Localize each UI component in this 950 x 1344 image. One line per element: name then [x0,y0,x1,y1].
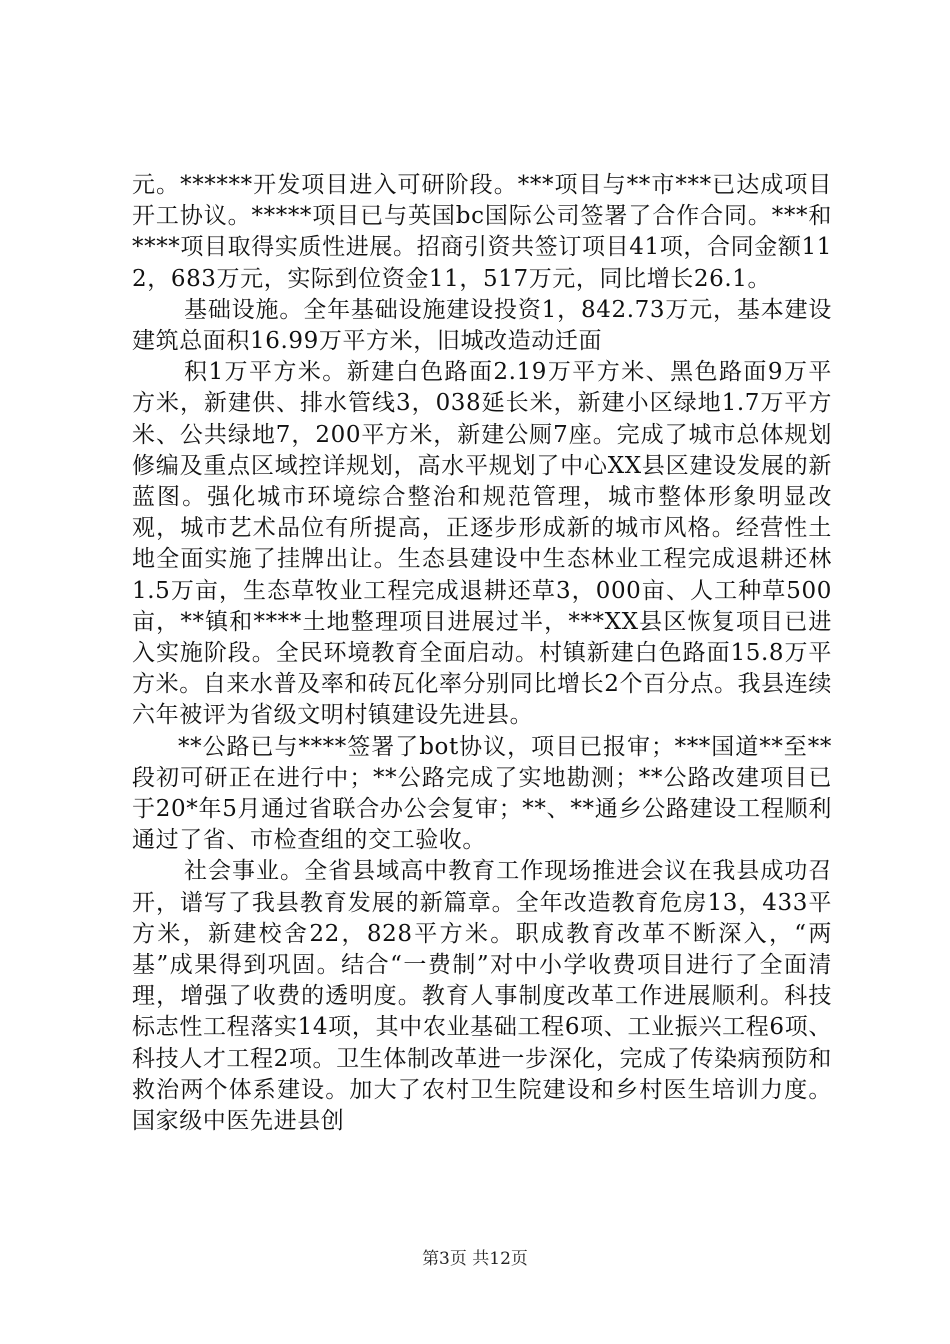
paragraph-urban-construction: 积1万平方米。新建白色路面2.19万平方米、黑色路面9万平方米，新建供、排水管线3，038延长米，新建小区绿地1.7万平方米、公共绿地7，200平方米，新建公厕7座。完成了城市总体规划修编及重点区域控详规划，高水平规划了中心XX县区建设发展的新蓝图。强化城市环境综合整治和规范管理，城市整体形象明显改观，城市艺术品位有所提高，正逐步形成新的城市风格。经营性土地全面实施了挂牌出让。生态县建设中生态林业工程完成退耕还林1.5万亩，生态草牧业工程完成退耕还草3，000亩、人工种草500亩，**镇和****土地整理项目进展过半，***XX县区恢复项目已进入实施阶段。全民环境教育全面启动。村镇新建白色路面15.8万平方米。自来水普及率和砖瓦化率分别同比增长2个百分点。我县连续六年被评为省级文明村镇建设先进县。 [132,359,832,729]
paragraph-social-affairs: 社会事业。全省县域高中教育工作现场推进会议在我县成功召开，谱写了我县教育发展的新篇章。全年改造教育危房13，433平方米，新建校舍22，828平方米。职成教育改革不断深入，“两基”成果得到巩固。结合“一费制”对中小学收费项目进行了全面清理，增强了收费的透明度。教育人事制度改革工作进展顺利。科技标志性工程落实14项，其中农业基础工程6项、工业振兴工程6项、科技人才工程2项。卫生体制改革进一步深化，完成了传染病预防和救治两个体系建设。加大了农村卫生院建设和乡村医生培训力度。国家级中医先进县创 [132,858,832,1135]
paragraph-investment-continued: 元。******开发项目进入可研阶段。***项目与**市***已达成项目开工协议。*****项目已与英国bc国际公司签署了合作合同。***和****项目取得实质性进展。招商引资共签订项目41项，合同金额112，683万元，实际到位资金11，517万元，同比增长26.1。 [132,172,832,292]
page-footer: 第3页 共12页 [422,1249,528,1269]
paragraph-infrastructure: 基础设施。全年基础设施建设投资1，842.73万元，基本建设建筑总面积16.99万平方米，旧城改造动迁面 [132,296,832,355]
paragraph-roads: **公路已与****签署了bot协议，项目已报审；***国道**至**段初可研正在进行中；**公路完成了实地勘测；**公路改建项目已于20*年5月通过省联合办公会复审；**、**通乡公路建设工程顺利通过了省、市检查组的交工验收。 [132,733,832,854]
body-text [132,170,832,1137]
